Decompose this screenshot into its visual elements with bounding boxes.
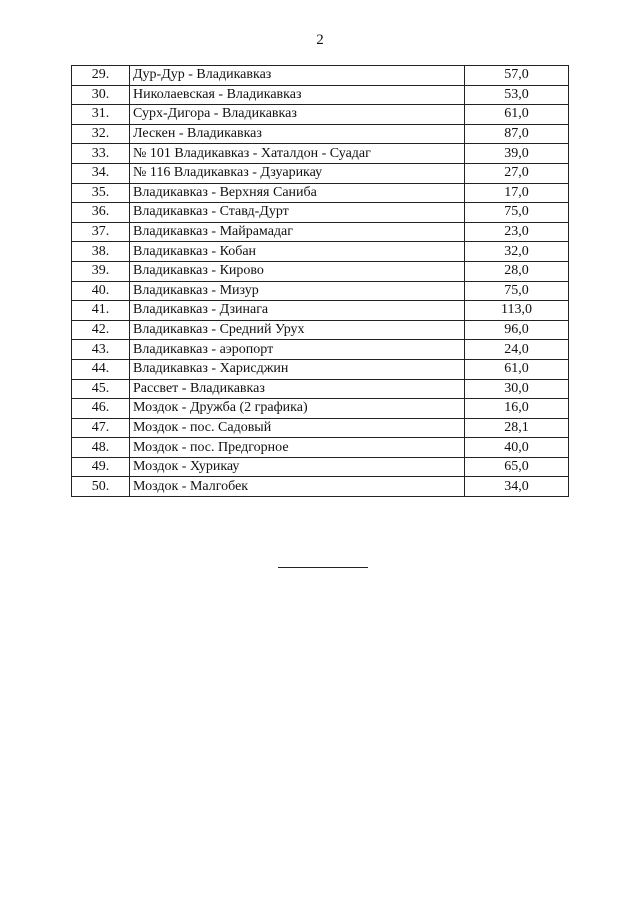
distance-cell: 23,0 xyxy=(465,222,569,242)
table-row xyxy=(72,281,569,301)
route-name-cell: Лескен - Владикавказ xyxy=(130,124,465,144)
table-row xyxy=(72,242,569,262)
table-row xyxy=(72,477,569,497)
table-row xyxy=(72,66,569,86)
table-row xyxy=(72,320,569,340)
table-row xyxy=(72,222,569,242)
row-number-cell: 44. xyxy=(72,359,130,379)
route-name-cell: Моздок - пос. Садовый xyxy=(130,418,465,438)
distance-cell: 96,0 xyxy=(465,320,569,340)
distance-cell: 75,0 xyxy=(465,281,569,301)
distance-cell: 61,0 xyxy=(465,105,569,125)
table-row xyxy=(72,301,569,321)
route-name-cell: № 101 Владикавказ - Хаталдон - Суадаг xyxy=(130,144,465,164)
route-name-cell: Владикавказ - Майрамадаг xyxy=(130,222,465,242)
route-name-cell: Владикавказ - Кирово xyxy=(130,261,465,281)
row-number-cell: 48. xyxy=(72,438,130,458)
distance-cell: 32,0 xyxy=(465,242,569,262)
route-name-cell: Рассвет - Владикавказ xyxy=(130,379,465,399)
table-row xyxy=(72,261,569,281)
row-number-cell: 39. xyxy=(72,261,130,281)
table-row xyxy=(72,418,569,438)
table-row xyxy=(72,183,569,203)
table-row xyxy=(72,438,569,458)
table-row xyxy=(72,203,569,223)
row-number-cell: 32. xyxy=(72,124,130,144)
route-name-cell: Владикавказ - Мизур xyxy=(130,281,465,301)
row-number-cell: 45. xyxy=(72,379,130,399)
distance-cell: 17,0 xyxy=(465,183,569,203)
distance-cell: 75,0 xyxy=(465,203,569,223)
table-row xyxy=(72,359,569,379)
route-name-cell: Моздок - Дружба (2 графика) xyxy=(130,399,465,419)
row-number-cell: 31. xyxy=(72,105,130,125)
distance-cell: 40,0 xyxy=(465,438,569,458)
table-row xyxy=(72,124,569,144)
table-row xyxy=(72,163,569,183)
distance-cell: 16,0 xyxy=(465,399,569,419)
row-number-cell: 50. xyxy=(72,477,130,497)
row-number-cell: 36. xyxy=(72,203,130,223)
table-row xyxy=(72,457,569,477)
row-number-cell: 37. xyxy=(72,222,130,242)
distance-cell: 24,0 xyxy=(465,340,569,360)
route-name-cell: № 116 Владикавказ - Дзуарикау xyxy=(130,163,465,183)
table-row xyxy=(72,399,569,419)
distance-cell: 113,0 xyxy=(465,301,569,321)
distance-cell: 61,0 xyxy=(465,359,569,379)
route-name-cell: Владикавказ - Верхняя Саниба xyxy=(130,183,465,203)
table-row xyxy=(72,340,569,360)
route-name-cell: Моздок - Малгобек xyxy=(130,477,465,497)
distance-cell: 27,0 xyxy=(465,163,569,183)
distance-cell: 30,0 xyxy=(465,379,569,399)
route-name-cell: Владикавказ - Ставд-Дурт xyxy=(130,203,465,223)
row-number-cell: 40. xyxy=(72,281,130,301)
route-table xyxy=(71,65,569,497)
table-row xyxy=(72,379,569,399)
distance-cell: 28,1 xyxy=(465,418,569,438)
row-number-cell: 29. xyxy=(72,66,130,86)
route-name-cell: Дур-Дур - Владикавказ xyxy=(130,66,465,86)
route-table-body xyxy=(72,66,569,497)
table-row xyxy=(72,105,569,125)
row-number-cell: 41. xyxy=(72,301,130,321)
row-number-cell: 46. xyxy=(72,399,130,419)
row-number-cell: 30. xyxy=(72,85,130,105)
route-name-cell: Владикавказ - Харисджин xyxy=(130,359,465,379)
distance-cell: 28,0 xyxy=(465,261,569,281)
row-number-cell: 33. xyxy=(72,144,130,164)
distance-cell: 57,0 xyxy=(465,66,569,86)
distance-cell: 87,0 xyxy=(465,124,569,144)
route-name-cell: Владикавказ - Средний Урух xyxy=(130,320,465,340)
route-name-cell: Моздок - пос. Предгорное xyxy=(130,438,465,458)
row-number-cell: 34. xyxy=(72,163,130,183)
row-number-cell: 49. xyxy=(72,457,130,477)
route-name-cell: Моздок - Хурикау xyxy=(130,457,465,477)
row-number-cell: 38. xyxy=(72,242,130,262)
route-name-cell: Владикавказ - Кобан xyxy=(130,242,465,262)
route-name-cell: Владикавказ - Дзинага xyxy=(130,301,465,321)
distance-cell: 53,0 xyxy=(465,85,569,105)
row-number-cell: 42. xyxy=(72,320,130,340)
route-name-cell: Владикавказ - аэропорт xyxy=(130,340,465,360)
distance-cell: 65,0 xyxy=(465,457,569,477)
distance-cell: 34,0 xyxy=(465,477,569,497)
distance-cell: 39,0 xyxy=(465,144,569,164)
route-name-cell: Сурх-Дигора - Владикавказ xyxy=(130,105,465,125)
row-number-cell: 35. xyxy=(72,183,130,203)
table-row xyxy=(72,144,569,164)
page-number: 2 xyxy=(316,32,324,48)
route-name-cell: Николаевская - Владикавказ xyxy=(130,85,465,105)
row-number-cell: 43. xyxy=(72,340,130,360)
table-row xyxy=(72,85,569,105)
row-number-cell: 47. xyxy=(72,418,130,438)
end-of-document-rule xyxy=(278,567,368,568)
